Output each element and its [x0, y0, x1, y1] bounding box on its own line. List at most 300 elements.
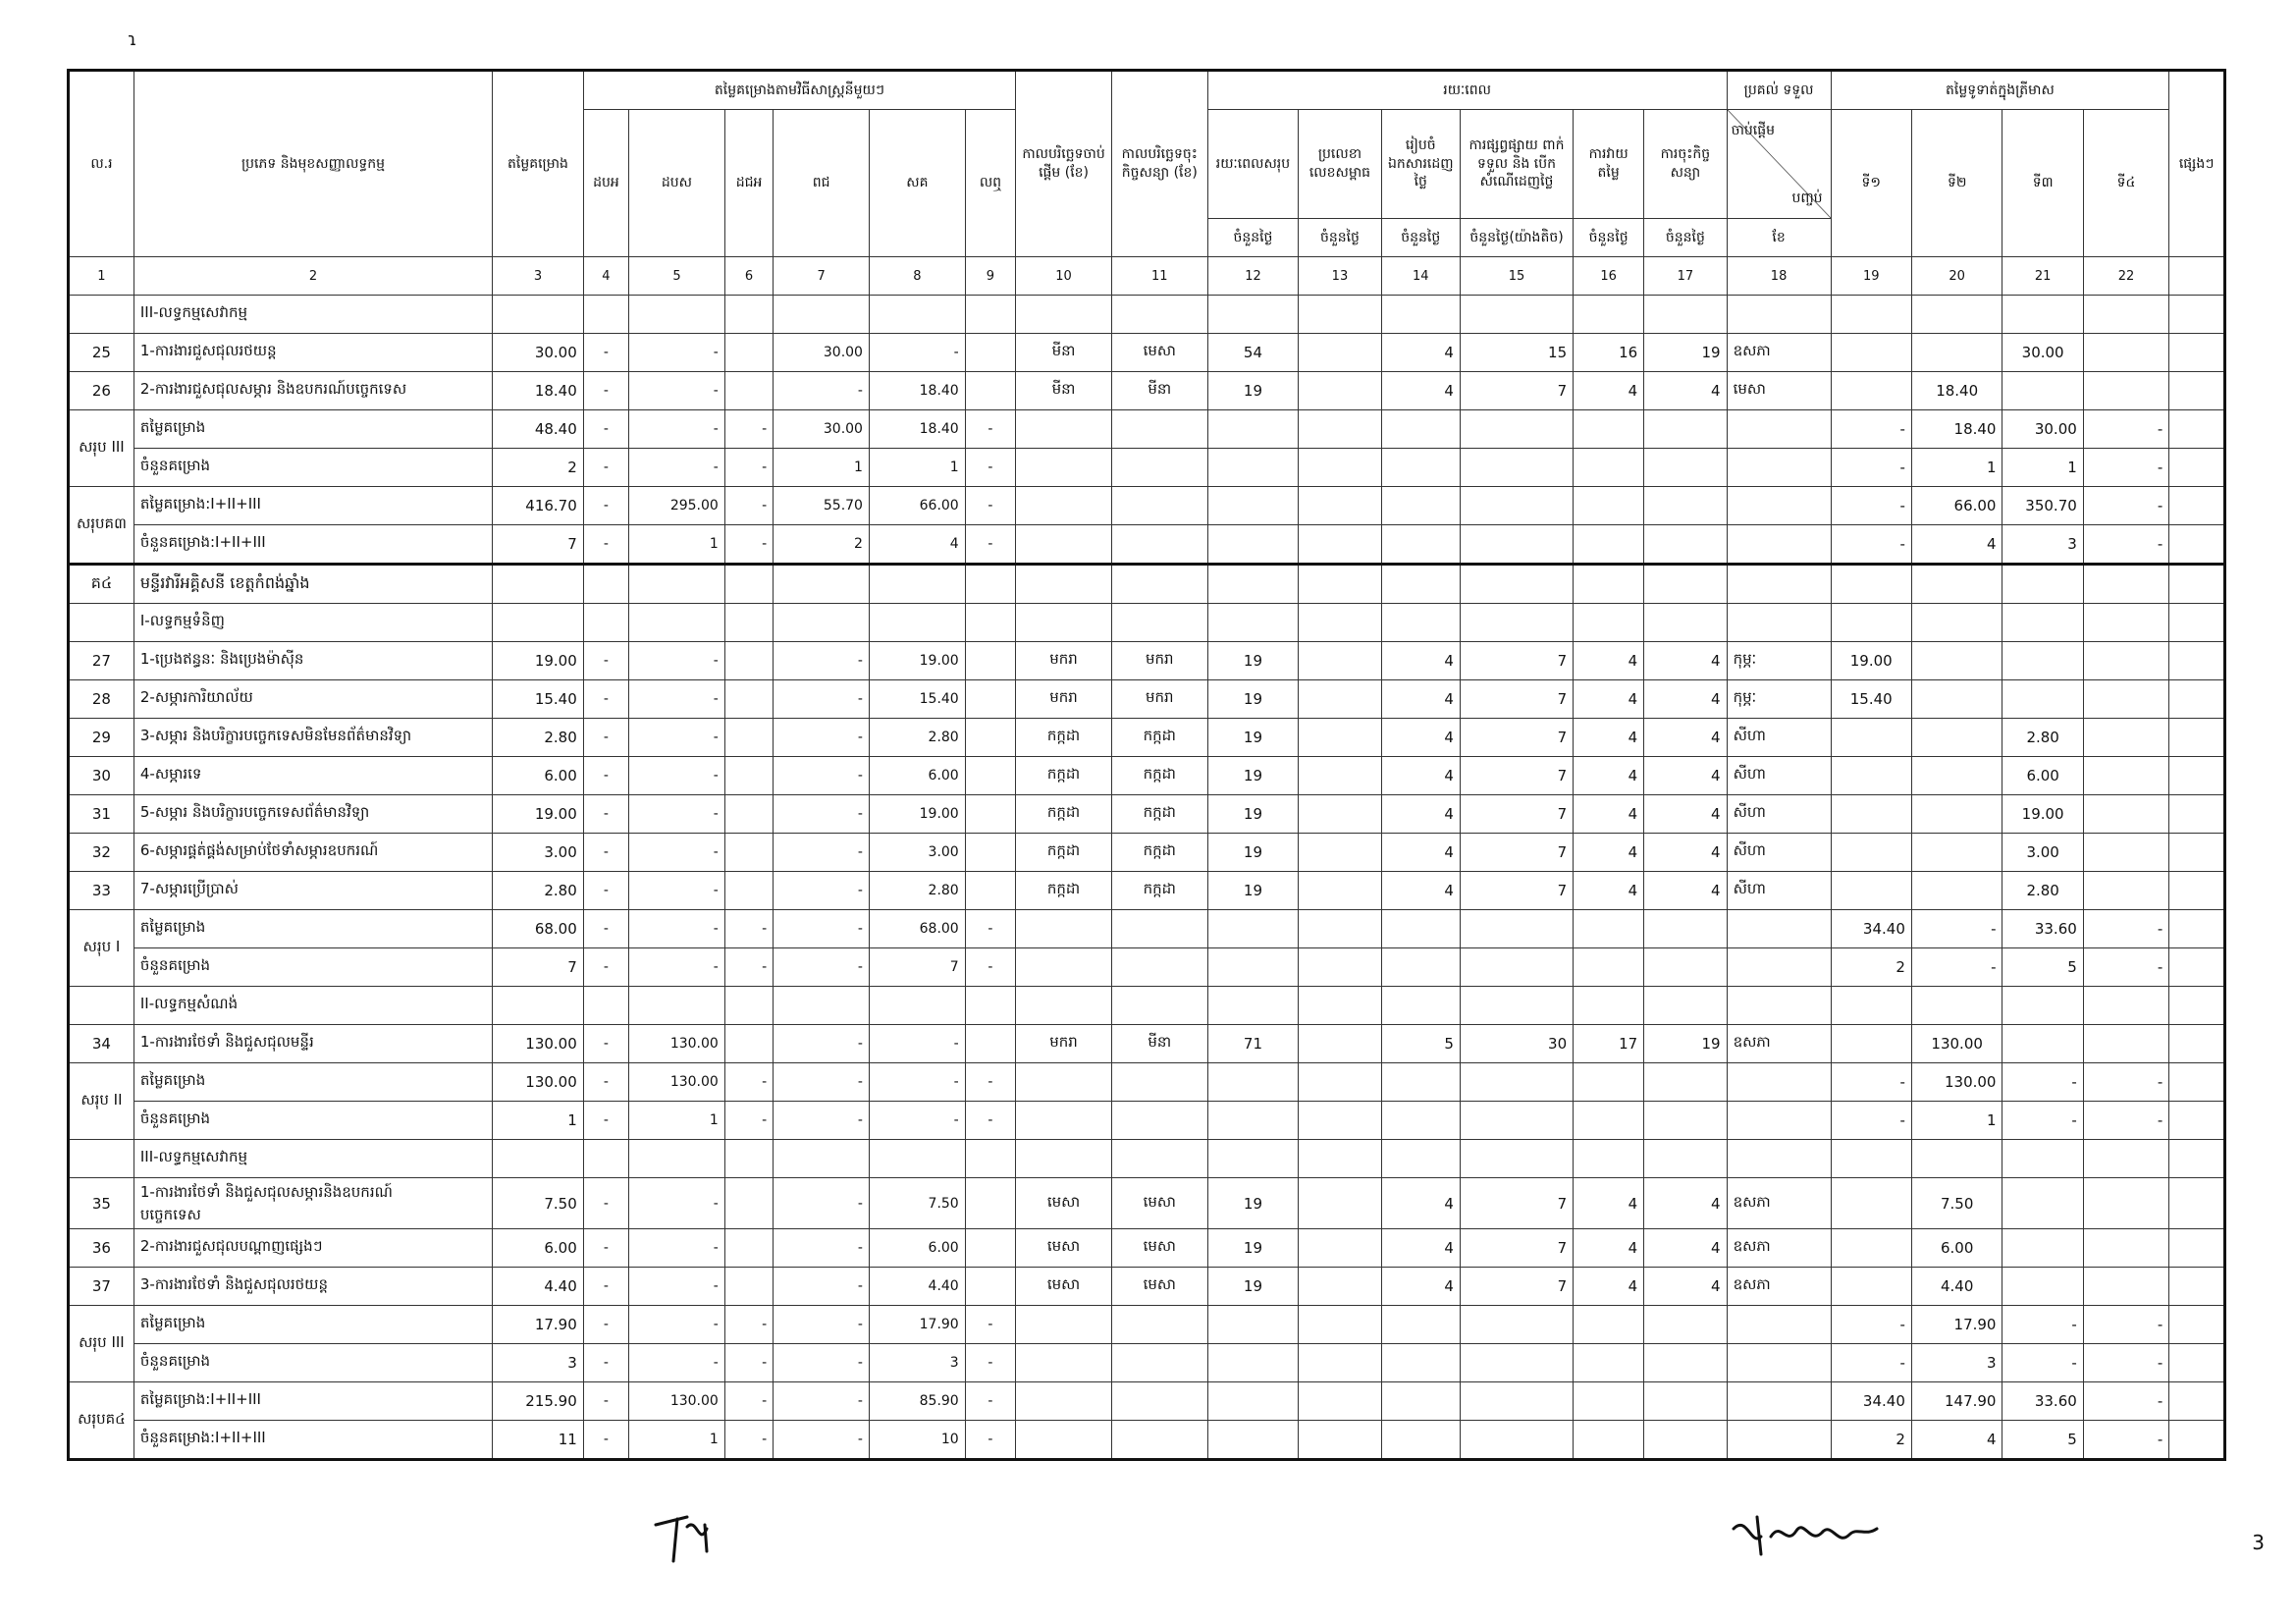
start-month: មេសា — [1016, 1229, 1112, 1268]
blank-cell — [1016, 1344, 1112, 1382]
method-cost: 6.00 — [869, 1229, 965, 1268]
blank-cell — [774, 987, 870, 1025]
quarter-amount: 66.00 — [1911, 487, 2002, 525]
column-number-blank — [2169, 257, 2225, 296]
header-est-cost: តម្លៃគម្រោង — [493, 71, 584, 257]
corner-mark: ɿ — [128, 29, 137, 50]
blank-cell — [2002, 604, 2083, 642]
blank-cell — [1460, 1063, 1573, 1102]
item-label: 1-ការងារជួសជុលរថយន្ត — [133, 334, 492, 372]
quarter-amount: 3 — [1911, 1344, 2002, 1382]
method-cost — [724, 757, 773, 795]
blank-cell — [1460, 410, 1573, 449]
subtotal-type: តម្លៃគម្រោង — [133, 1063, 492, 1102]
contract-month: កក្កដា — [1111, 872, 1207, 910]
other-cell — [2169, 1025, 2225, 1063]
method-cost: - — [583, 757, 628, 795]
quarter-amount: - — [2083, 1344, 2168, 1382]
method-cost: - — [774, 1025, 870, 1063]
quarter-amount: 350.70 — [2002, 487, 2083, 525]
subtotal-cost: 416.70 — [493, 487, 584, 525]
duration-days: 4 — [1574, 642, 1644, 680]
table-row-sub — [69, 910, 2225, 948]
quarter-amount — [1831, 757, 1911, 795]
blank-cell — [2169, 604, 2225, 642]
blank-cell — [1460, 910, 1573, 948]
subtotal-type: ចំនួនគម្រោង — [133, 449, 492, 487]
blank-cell — [724, 1140, 773, 1178]
header-quarter: ទី៤ — [2083, 110, 2168, 257]
blank-cell — [1574, 910, 1644, 948]
method-cost: - — [629, 1344, 725, 1382]
blank-cell — [965, 565, 1015, 604]
row-number: 34 — [69, 1025, 134, 1063]
receive-month: សីហា — [1727, 872, 1831, 910]
est-cost: 6.00 — [493, 1229, 584, 1268]
other-cell — [2169, 1344, 2225, 1382]
blank-cell — [493, 987, 584, 1025]
duration-days: 7 — [1460, 372, 1573, 410]
quarter-amount: - — [2002, 1063, 2083, 1102]
quarter-amount — [1831, 719, 1911, 757]
duration-days: 7 — [1460, 795, 1573, 834]
method-cost: - — [583, 642, 628, 680]
table-row-sub — [69, 410, 2225, 449]
header-quarter: ទី៣ — [2002, 110, 2083, 257]
table-row-sub — [69, 1382, 2225, 1421]
method-cost: 1 — [774, 449, 870, 487]
blank-cell — [1831, 1140, 1911, 1178]
duration-days: 4 — [1644, 872, 1727, 910]
blank-cell — [724, 987, 773, 1025]
blank-cell — [1727, 1102, 1831, 1140]
subtotal-type: ចំនួនគម្រោង:I+II+III — [133, 1421, 492, 1460]
blank-cell — [1644, 948, 1727, 987]
blank-cell — [1574, 1306, 1644, 1344]
row-number: 25 — [69, 334, 134, 372]
method-cost — [724, 680, 773, 719]
row-number: 36 — [69, 1229, 134, 1268]
blank-cell — [1381, 604, 1460, 642]
blank-cell — [1381, 525, 1460, 565]
blank-cell — [629, 565, 725, 604]
other-cell — [2169, 1063, 2225, 1102]
blank-cell — [1574, 296, 1644, 334]
duration-days: 4 — [1644, 642, 1727, 680]
blank-cell — [1016, 1421, 1112, 1460]
quarter-amount: - — [1831, 1306, 1911, 1344]
blank-cell — [1460, 1421, 1573, 1460]
method-cost: 295.00 — [629, 487, 725, 525]
method-cost — [724, 372, 773, 410]
blank-cell — [1460, 525, 1573, 565]
method-cost — [724, 872, 773, 910]
quarter-amount: - — [1831, 410, 1911, 449]
column-number: 15 — [1460, 257, 1573, 296]
quarter-amount — [1831, 872, 1911, 910]
header-duration-unit: ចំនួនថ្ងៃ(យ៉ាងតិច) — [1460, 219, 1573, 257]
method-cost: 19.00 — [869, 795, 965, 834]
quarter-amount: 18.40 — [1911, 410, 2002, 449]
method-cost: - — [583, 680, 628, 719]
method-cost: - — [965, 910, 1015, 948]
header-duration: ការផ្សព្វផ្សាយ ពាក់ ទទួល និង បើកសំណើដេញថ្លៃ — [1460, 110, 1573, 219]
blank-cell — [1644, 1063, 1727, 1102]
est-cost: 2.80 — [493, 872, 584, 910]
method-cost: - — [724, 487, 773, 525]
est-cost: 18.40 — [493, 372, 584, 410]
start-month: កក្កដា — [1016, 795, 1112, 834]
blank-cell — [583, 1140, 628, 1178]
blank-cell — [1207, 604, 1299, 642]
page-number: 3 — [2252, 1531, 2265, 1554]
blank-cell — [2169, 1140, 2225, 1178]
blank-cell — [1111, 1102, 1207, 1140]
blank-cell — [1207, 948, 1299, 987]
contract-month: មេសា — [1111, 1229, 1207, 1268]
method-cost — [965, 372, 1015, 410]
blank-cell — [1644, 487, 1727, 525]
blank-cell — [1381, 1102, 1460, 1140]
row-number: 27 — [69, 642, 134, 680]
method-cost: - — [965, 1102, 1015, 1140]
method-cost: 130.00 — [629, 1382, 725, 1421]
header-other: ផ្សេងៗ — [2169, 71, 2225, 257]
other-cell — [2169, 834, 2225, 872]
method-cost: 66.00 — [869, 487, 965, 525]
blank-cell — [1207, 410, 1299, 449]
quarter-amount: - — [2083, 410, 2168, 449]
blank-cell — [1016, 604, 1112, 642]
blank-cell — [1016, 410, 1112, 449]
subtotal-type: ចំនួនគម្រោង — [133, 948, 492, 987]
subtotal-label: សរុប III — [69, 1306, 134, 1382]
duration-days: 4 — [1644, 1178, 1727, 1229]
blank-cell — [1460, 1140, 1573, 1178]
row-number: 28 — [69, 680, 134, 719]
receive-month: ឧសភា — [1727, 1229, 1831, 1268]
method-cost — [965, 642, 1015, 680]
blank-cell — [1381, 910, 1460, 948]
blank-cell — [1111, 296, 1207, 334]
subtotal-cost: 7 — [493, 525, 584, 565]
start-month: មករា — [1016, 1025, 1112, 1063]
blank-cell — [1644, 1140, 1727, 1178]
blank-cell — [1831, 565, 1911, 604]
method-cost — [965, 719, 1015, 757]
blank-cell — [1111, 487, 1207, 525]
duration-days: 4 — [1381, 1268, 1460, 1306]
table-row-section — [69, 987, 2225, 1025]
blank-cell — [1727, 1140, 1831, 1178]
blank-cell — [1727, 604, 1831, 642]
duration-days — [1299, 680, 1381, 719]
receive-month: ឧសភា — [1727, 1178, 1831, 1229]
method-cost: 1 — [629, 1421, 725, 1460]
method-cost: - — [629, 1229, 725, 1268]
column-number: 12 — [1207, 257, 1299, 296]
column-number: 19 — [1831, 257, 1911, 296]
blank-cell — [583, 987, 628, 1025]
quarter-amount: - — [2002, 1102, 2083, 1140]
method-cost: - — [774, 1229, 870, 1268]
method-cost: - — [965, 449, 1015, 487]
blank-cell — [493, 1140, 584, 1178]
blank-cell — [1299, 1306, 1381, 1344]
item-label: 3-សម្ភារ និងបរិក្ខារបច្ចេកទេសមិនមែនព័ត៌មានវិទ្យា — [133, 719, 492, 757]
method-cost: 1 — [629, 525, 725, 565]
method-cost: - — [869, 1102, 965, 1140]
blank-cell — [1381, 1063, 1460, 1102]
table-row-sub — [69, 487, 2225, 525]
quarter-amount: 6.00 — [2002, 757, 2083, 795]
quarter-amount: 1 — [2002, 449, 2083, 487]
start-month: មេសា — [1016, 1268, 1112, 1306]
blank-cell — [1207, 449, 1299, 487]
quarter-amount: - — [1911, 910, 2002, 948]
method-cost: - — [774, 1102, 870, 1140]
subtotal-cost: 11 — [493, 1421, 584, 1460]
blank-cell — [1207, 296, 1299, 334]
column-number: 17 — [1644, 257, 1727, 296]
blank-cell — [493, 604, 584, 642]
quarter-amount — [1911, 680, 2002, 719]
blank-cell — [1016, 1102, 1112, 1140]
blank-cell — [774, 604, 870, 642]
blank-cell — [1381, 1344, 1460, 1382]
blank-cell — [1016, 910, 1112, 948]
duration-days — [1299, 795, 1381, 834]
quarter-amount: 30.00 — [2002, 410, 2083, 449]
blank-cell — [1111, 565, 1207, 604]
blank-cell — [1207, 1063, 1299, 1102]
method-cost: - — [724, 1421, 773, 1460]
blank-cell — [69, 604, 134, 642]
contract-month: មីនា — [1111, 1025, 1207, 1063]
duration-days: 4 — [1574, 795, 1644, 834]
method-cost: 1 — [869, 449, 965, 487]
blank-cell — [1111, 410, 1207, 449]
method-cost: - — [724, 449, 773, 487]
quarter-amount — [2002, 1268, 2083, 1306]
subtotal-type: តម្លៃគម្រោង:I+II+III — [133, 1382, 492, 1421]
blank-cell — [1831, 987, 1911, 1025]
blank-cell — [1111, 1421, 1207, 1460]
duration-days — [1299, 757, 1381, 795]
quarter-amount: 19.00 — [1831, 642, 1911, 680]
blank-cell — [1644, 1344, 1727, 1382]
column-number: 10 — [1016, 257, 1112, 296]
duration-days — [1299, 642, 1381, 680]
signature-left — [648, 1507, 726, 1566]
duration-days: 7 — [1460, 1229, 1573, 1268]
duration-days: 4 — [1381, 1178, 1460, 1229]
method-cost: 7.50 — [869, 1178, 965, 1229]
quarter-amount — [1831, 1268, 1911, 1306]
method-cost — [965, 334, 1015, 372]
blank-cell — [2083, 296, 2168, 334]
quarter-amount — [2083, 1178, 2168, 1229]
method-cost: - — [629, 757, 725, 795]
contract-month: មករា — [1111, 642, 1207, 680]
duration-days: 4 — [1574, 719, 1644, 757]
blank-cell — [1727, 910, 1831, 948]
blank-cell — [1574, 410, 1644, 449]
header-receive-unit: ខែ — [1727, 219, 1831, 257]
method-cost — [965, 1229, 1015, 1268]
duration-days: 4 — [1574, 372, 1644, 410]
blank-cell — [1644, 1102, 1727, 1140]
method-cost — [724, 719, 773, 757]
duration-days: 5 — [1381, 1025, 1460, 1063]
quarter-amount — [2083, 872, 2168, 910]
start-month: កក្កដា — [1016, 872, 1112, 910]
blank-cell — [1299, 565, 1381, 604]
method-cost: - — [774, 1421, 870, 1460]
subtotal-label: សរុបគ៣ — [69, 487, 134, 565]
subtotal-cost: 215.90 — [493, 1382, 584, 1421]
quarter-amount: - — [2083, 1421, 2168, 1460]
row-number: 30 — [69, 757, 134, 795]
quarter-amount — [2083, 1268, 2168, 1306]
start-month: មីនា — [1016, 334, 1112, 372]
item-label: 7-សម្ភារប្រើប្រាស់ — [133, 872, 492, 910]
quarter-amount: 33.60 — [2002, 1382, 2083, 1421]
duration-days: 4 — [1381, 680, 1460, 719]
subtotal-cost: 2 — [493, 449, 584, 487]
blank-cell — [1727, 1306, 1831, 1344]
section-label: III-លទ្ធកម្មសេវាកម្ម — [133, 1140, 492, 1178]
duration-days: 4 — [1644, 1229, 1727, 1268]
blank-cell — [1207, 910, 1299, 948]
blank-cell — [1460, 604, 1573, 642]
method-cost: - — [724, 1102, 773, 1140]
blank-cell — [1299, 910, 1381, 948]
blank-cell — [2169, 296, 2225, 334]
method-cost: - — [629, 334, 725, 372]
quarter-amount — [2083, 795, 2168, 834]
blank-cell — [1574, 525, 1644, 565]
table-row-item — [69, 757, 2225, 795]
other-cell — [2169, 910, 2225, 948]
start-month: មេសា — [1016, 1178, 1112, 1229]
blank-cell — [1727, 449, 1831, 487]
section-label: I-លទ្ធកម្មទំនិញ — [133, 604, 492, 642]
quarter-amount: 5 — [2002, 1421, 2083, 1460]
quarter-amount — [2002, 1025, 2083, 1063]
column-number: 9 — [965, 257, 1015, 296]
subtotal-cost: 7 — [493, 948, 584, 987]
blank-cell — [1207, 1140, 1299, 1178]
quarter-amount — [2083, 334, 2168, 372]
blank-cell — [1016, 1382, 1112, 1421]
blank-cell — [1574, 1344, 1644, 1382]
quarter-amount — [1911, 795, 2002, 834]
column-number: 1 — [69, 257, 134, 296]
item-label: 5-សម្ភារ និងបរិក្ខារបច្ចេកទេសព័ត៌មានវិទ្យា — [133, 795, 492, 834]
method-cost — [724, 1025, 773, 1063]
blank-cell — [1016, 1063, 1112, 1102]
blank-cell — [1016, 948, 1112, 987]
subtotal-type: តម្លៃគម្រោង:I+II+III — [133, 487, 492, 525]
method-cost: - — [583, 910, 628, 948]
duration-days: 4 — [1381, 372, 1460, 410]
row-number: គ៤ — [69, 565, 134, 604]
blank-cell — [1016, 487, 1112, 525]
quarter-amount — [2083, 642, 2168, 680]
method-cost: - — [774, 757, 870, 795]
method-cost: 85.90 — [869, 1382, 965, 1421]
duration-days: 15 — [1460, 334, 1573, 372]
quarter-amount — [2083, 1025, 2168, 1063]
blank-cell — [1299, 1382, 1381, 1421]
method-cost: - — [629, 1178, 725, 1229]
blank-cell — [1111, 604, 1207, 642]
quarter-amount: 130.00 — [1911, 1025, 2002, 1063]
column-number: 20 — [1911, 257, 2002, 296]
method-cost: - — [583, 834, 628, 872]
method-cost: 2.80 — [869, 872, 965, 910]
quarter-amount — [1911, 757, 2002, 795]
blank-cell — [724, 565, 773, 604]
method-cost: - — [583, 449, 628, 487]
blank-cell — [869, 604, 965, 642]
method-cost: 15.40 — [869, 680, 965, 719]
est-cost: 4.40 — [493, 1268, 584, 1306]
method-cost: - — [583, 525, 628, 565]
method-cost — [965, 834, 1015, 872]
blank-cell — [965, 604, 1015, 642]
receive-month: ឧសភា — [1727, 1025, 1831, 1063]
item-label — [133, 1178, 492, 1229]
subtotal-cost: 3 — [493, 1344, 584, 1382]
method-cost: - — [869, 334, 965, 372]
header-method: លឮ — [965, 110, 1015, 257]
blank-cell — [2002, 1140, 2083, 1178]
quarter-amount — [2083, 680, 2168, 719]
blank-cell — [869, 987, 965, 1025]
other-cell — [2169, 719, 2225, 757]
column-number: 6 — [724, 257, 773, 296]
method-cost — [965, 680, 1015, 719]
table-row-sub2 — [69, 1344, 2225, 1382]
header-method-group: តម្លៃគម្រោងតាមវិធីសាស្ត្រនីមួយៗ — [583, 71, 1015, 110]
blank-cell — [1911, 565, 2002, 604]
blank-cell — [1644, 987, 1727, 1025]
est-cost: 7.50 — [493, 1178, 584, 1229]
table-row-item — [69, 719, 2225, 757]
est-cost: 19.00 — [493, 642, 584, 680]
subtotal-cost: 48.40 — [493, 410, 584, 449]
method-cost — [965, 795, 1015, 834]
blank-cell — [1111, 525, 1207, 565]
quarter-amount: 4 — [1911, 1421, 2002, 1460]
est-cost: 130.00 — [493, 1025, 584, 1063]
est-cost: 6.00 — [493, 757, 584, 795]
header-duration: ប្រលេខាលេខសម្ពាធ — [1299, 110, 1381, 219]
other-cell — [2169, 1229, 2225, 1268]
blank-cell — [774, 1140, 870, 1178]
blank-cell — [1644, 1421, 1727, 1460]
blank-cell — [583, 604, 628, 642]
duration-days: 4 — [1381, 334, 1460, 372]
blank-cell — [1911, 1140, 2002, 1178]
quarter-amount: 18.40 — [1911, 372, 2002, 410]
item-label: 1-ប្រេងឥន្ធនៈ និងប្រេងម៉ាស៊ីន — [133, 642, 492, 680]
duration-days: 4 — [1644, 1268, 1727, 1306]
duration-days — [1299, 1025, 1381, 1063]
header-quarter: ទី២ — [1911, 110, 2002, 257]
